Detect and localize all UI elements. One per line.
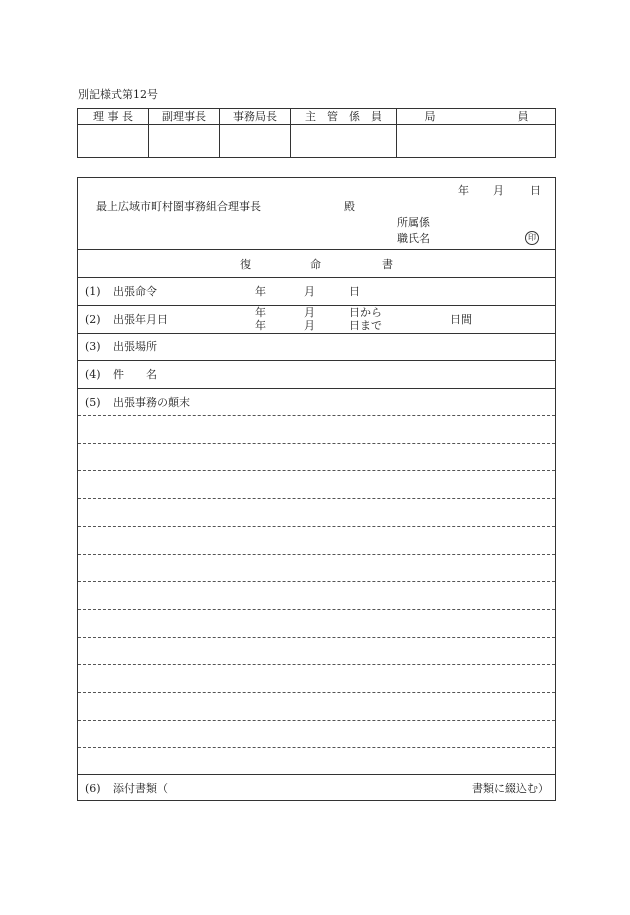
item-details-label: 出張事務の顛末 — [113, 396, 190, 409]
approval-header-divider — [78, 124, 555, 125]
approval-header-vice-chairman: 副理事長 — [162, 110, 206, 123]
item-order-month: 月 — [304, 285, 315, 298]
item-order-label: 出張命令 — [113, 285, 157, 298]
item-period-day-from: 日から — [349, 306, 382, 319]
report-form — [77, 177, 556, 801]
writing-line — [78, 664, 555, 665]
honorific: 殿 — [344, 200, 355, 213]
approval-table — [77, 108, 556, 158]
item-attachments-label: 添付書類（ — [113, 782, 168, 795]
approval-header-chairman: 理 事 長 — [93, 110, 133, 123]
item-period-number: (2) — [85, 313, 101, 326]
department-label: 所属係 — [397, 216, 430, 229]
addressee: 最上広域市町村圏事務組合理事長 — [96, 200, 261, 213]
writing-line — [78, 720, 555, 721]
item-period-month-to: 月 — [304, 319, 315, 332]
writing-line — [78, 581, 555, 582]
item-details-number: (5) — [85, 396, 101, 409]
writing-line — [78, 526, 555, 527]
date-year: 年 — [458, 184, 469, 197]
date-month: 月 — [493, 184, 504, 197]
form-label: 別記様式第12号 — [78, 88, 158, 101]
approval-col-divider — [396, 109, 397, 157]
item-period-year-to: 年 — [255, 319, 266, 332]
writing-line — [78, 415, 555, 416]
row-divider — [78, 249, 555, 250]
item-period-year-from: 年 — [255, 306, 266, 319]
row-divider — [78, 277, 555, 278]
item-period-label: 出張年月日 — [113, 313, 168, 326]
title-char-2: 命 — [310, 258, 321, 271]
approval-header-staff-in-charge: 主 管 係 員 — [305, 110, 382, 123]
item-order-year: 年 — [255, 285, 266, 298]
approval-header-member: 員 — [517, 110, 529, 123]
writing-line — [78, 470, 555, 471]
writing-line — [78, 637, 555, 638]
item-order-number: (1) — [85, 285, 101, 298]
title-char-1: 復 — [240, 258, 251, 271]
row-divider — [78, 388, 555, 389]
row-divider — [78, 774, 555, 775]
item-attachments-number: (6) — [85, 782, 101, 795]
item-place-label: 出張場所 — [113, 340, 157, 353]
writing-line — [78, 554, 555, 555]
approval-header-bureau: 局 — [424, 110, 436, 123]
title-char-3: 書 — [382, 258, 393, 271]
writing-line — [78, 747, 555, 748]
row-divider — [78, 305, 555, 306]
item-period-days: 日間 — [450, 313, 472, 326]
approval-header-secretary-general: 事務局長 — [233, 110, 277, 123]
item-period-month-from: 月 — [304, 306, 315, 319]
date-day: 日 — [530, 184, 541, 197]
writing-line — [78, 443, 555, 444]
item-period-day-to: 日まで — [349, 319, 382, 332]
item-subject-number: (4) — [85, 368, 101, 381]
item-order-day: 日 — [349, 285, 360, 298]
name-label: 職氏名 — [397, 232, 430, 245]
row-divider — [78, 360, 555, 361]
item-attachments-note: 書類に綴込む） — [472, 782, 549, 795]
item-subject-label: 件 名 — [113, 368, 157, 381]
writing-line — [78, 498, 555, 499]
writing-line — [78, 609, 555, 610]
item-place-number: (3) — [85, 340, 101, 353]
writing-line — [78, 692, 555, 693]
row-divider — [78, 333, 555, 334]
seal-mark: 印 — [525, 231, 539, 245]
